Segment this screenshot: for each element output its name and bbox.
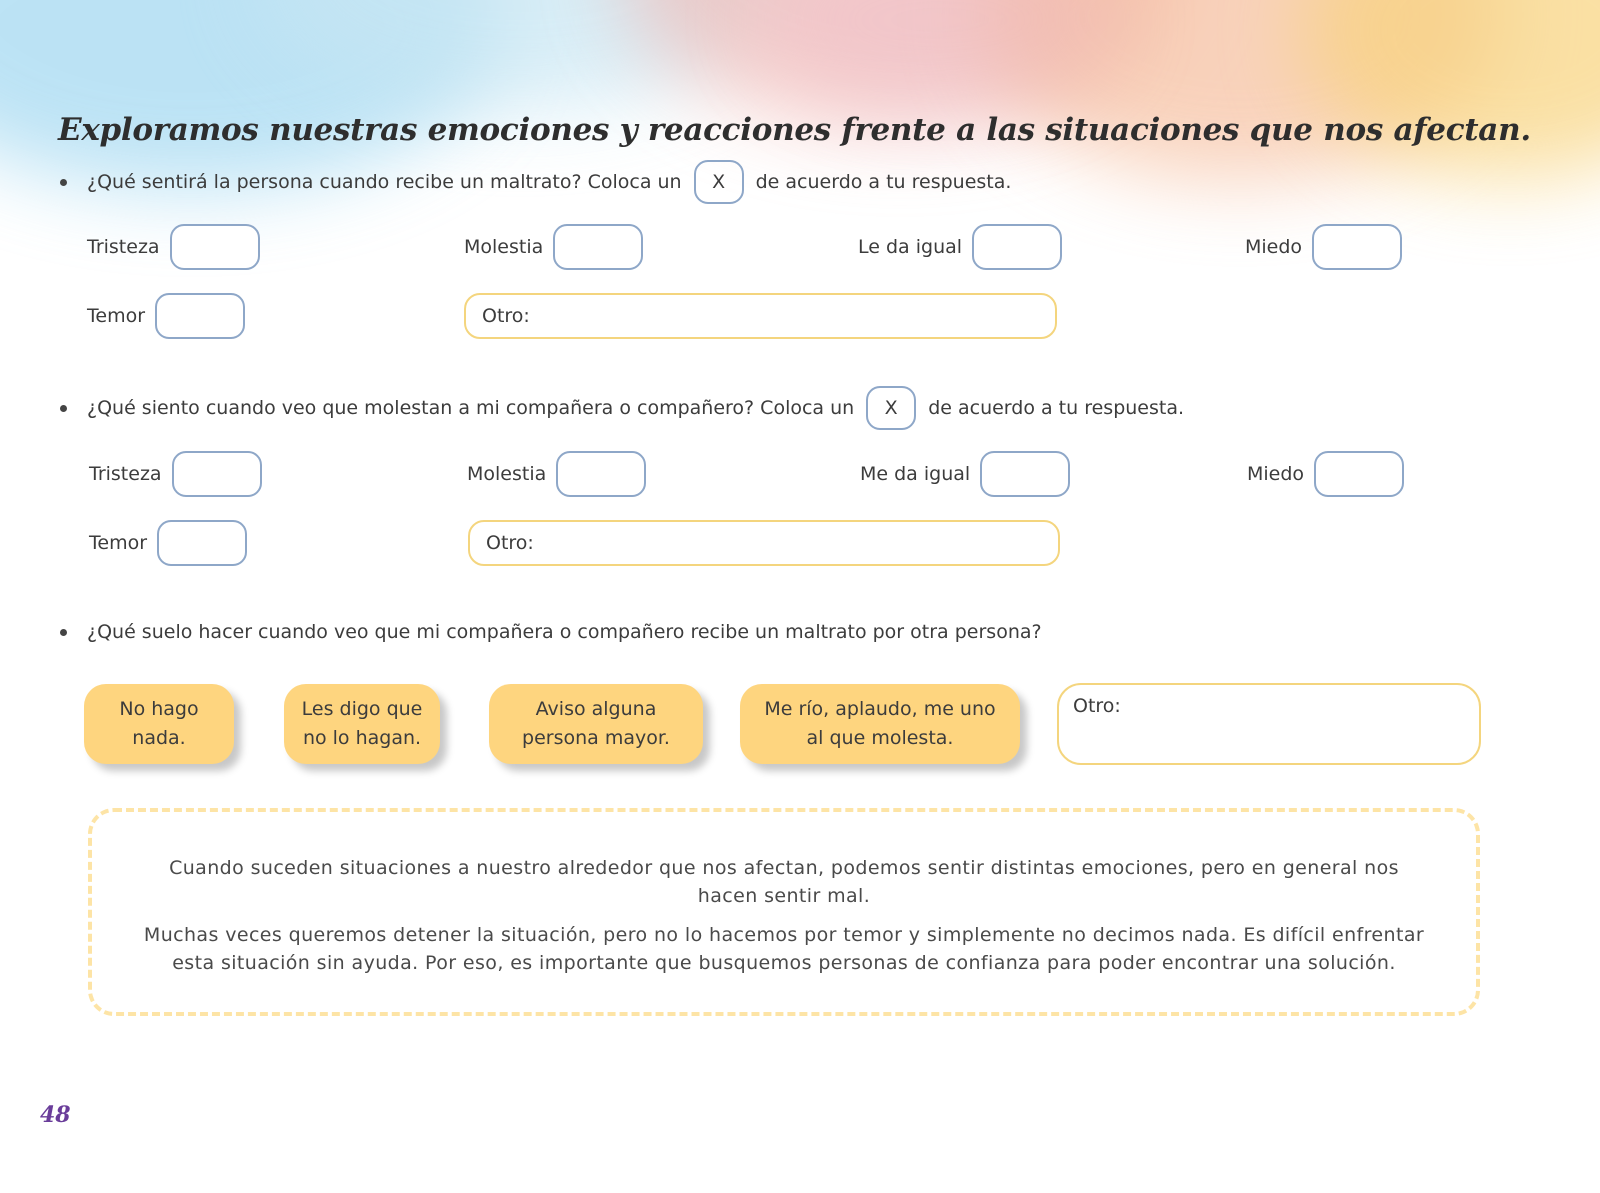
answer-checkbox[interactable] (972, 224, 1062, 270)
note-paragraph-1: Cuando suceden situaciones a nuestro alrededor que nos afectan, podemos sentir distintas emociones, pero en general nos hacen sentir mal. (169, 857, 1399, 907)
answer-checkbox[interactable] (155, 293, 245, 339)
question-3-text: ¿Qué suelo hacer cuando veo que mi compañera o compañero recibe un maltrato por otra persona? (87, 621, 1042, 643)
answer-checkbox[interactable] (170, 224, 260, 270)
q2-option-molestia (467, 451, 646, 497)
page-title: Exploramos nuestras emociones y reacciones frente a las situaciones que nos afectan. (58, 112, 1531, 148)
option-label: Miedo (1245, 236, 1303, 258)
q1-other-field[interactable] (464, 293, 1057, 339)
bullet-icon (60, 179, 67, 186)
q1-option-temor (87, 293, 245, 339)
q2-option-temor (89, 520, 247, 566)
q1-option-le-da-igual (858, 224, 1062, 270)
action-option-line-2: no lo hagan. (302, 727, 422, 749)
action-option-line-2: al que molesta. (806, 727, 954, 749)
question-3 (60, 621, 1042, 643)
q3-other-field[interactable] (1057, 683, 1481, 765)
answer-checkbox[interactable] (980, 451, 1070, 497)
other-label: Otro: (1073, 695, 1121, 717)
option-label: Le da igual (858, 236, 963, 258)
answer-checkbox[interactable] (556, 451, 646, 497)
bullet-icon (60, 629, 67, 636)
action-option-aviso[interactable] (489, 684, 703, 764)
action-option-line-2: persona mayor. (522, 727, 670, 749)
q1-option-miedo (1245, 224, 1402, 270)
option-label: Me da igual (860, 463, 971, 485)
q1-option-tristeza (87, 224, 260, 270)
action-option-no-hago-nada[interactable] (84, 684, 234, 764)
action-option-line-1: Les digo que (301, 698, 423, 720)
answer-checkbox[interactable] (1312, 224, 1402, 270)
action-option-me-rio[interactable] (740, 684, 1020, 764)
x-mark-sample: X (694, 160, 744, 204)
other-label: Otro: (486, 532, 534, 554)
option-label: Temor (89, 532, 148, 554)
info-note-box (88, 808, 1480, 1016)
page-number: 48 (40, 1102, 71, 1128)
question-2 (60, 386, 1184, 430)
q2-option-miedo (1247, 451, 1404, 497)
action-option-line-1: Aviso alguna (535, 698, 657, 720)
other-label: Otro: (482, 305, 530, 327)
option-label: Tristeza (89, 463, 162, 485)
answer-checkbox[interactable] (172, 451, 262, 497)
answer-checkbox[interactable] (1314, 451, 1404, 497)
q2-option-me-da-igual (860, 451, 1070, 497)
question-2-text-after: de acuerdo a tu respuesta. (928, 397, 1185, 419)
q2-option-tristeza (89, 451, 262, 497)
question-1 (60, 160, 1011, 204)
question-2-text-before: ¿Qué siento cuando veo que molestan a mi compañera o compañero? Coloca un (87, 397, 855, 419)
answer-checkbox[interactable] (553, 224, 643, 270)
q1-option-molestia (464, 224, 643, 270)
question-1-text-after: de acuerdo a tu respuesta. (755, 171, 1012, 193)
q2-other-field[interactable] (468, 520, 1060, 566)
action-option-les-digo[interactable] (284, 684, 440, 764)
note-paragraph-2: Muchas veces queremos detener la situación, pero no lo hacemos por temor y simplemente no decimos nada. Es difícil enfrentar esta situación sin ayuda. Por eso, es importante que busquemos personas de confianza para poder encontrar una solución. (143, 924, 1425, 974)
action-option-line-1: Me río, aplaudo, me uno (764, 698, 996, 720)
option-label: Tristeza (87, 236, 160, 258)
option-label: Molestia (464, 236, 544, 258)
option-label: Molestia (467, 463, 547, 485)
x-mark-sample: X (866, 386, 916, 430)
option-label: Temor (87, 305, 146, 327)
option-label: Miedo (1247, 463, 1305, 485)
action-option-label: No hago nada. (119, 698, 199, 749)
answer-checkbox[interactable] (157, 520, 247, 566)
question-1-text-before: ¿Qué sentirá la persona cuando recibe un maltrato? Coloca un (87, 171, 682, 193)
bullet-icon (60, 405, 67, 412)
